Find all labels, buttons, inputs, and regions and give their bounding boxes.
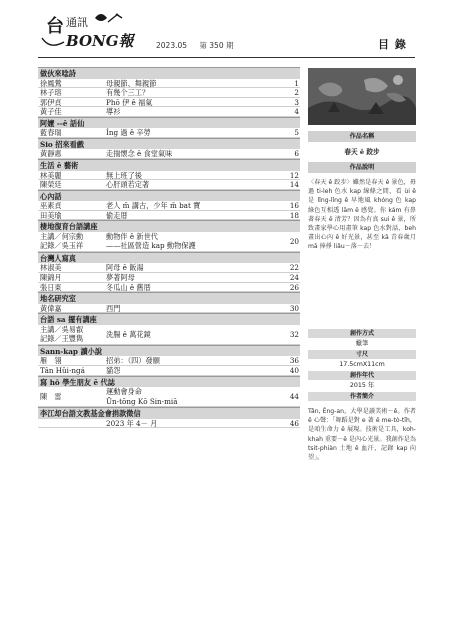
- toc-entry[interactable]: [38, 128, 300, 138]
- toc-author-line: 主講／何宗勳: [40, 231, 84, 241]
- toc-title-line: 運動會身命: [106, 386, 142, 396]
- toc-page-number: 4: [294, 107, 299, 117]
- toc-section-heading: Sio 招來看戲: [38, 138, 300, 150]
- toc-section-heading: Sann-kap 讀小說: [38, 345, 300, 357]
- toc-title-line: ——社區營造 kap 動物保護: [106, 241, 196, 251]
- toc-author: 陳榮廷: [40, 180, 62, 190]
- toc-section-heading: 棲地復育台語講座: [38, 220, 300, 232]
- toc-page-number: 6: [294, 149, 299, 159]
- toc-page-number: 44: [289, 391, 299, 401]
- toc-author: 林淑美: [40, 263, 62, 273]
- toc-section-heading: 地名研究室: [38, 292, 300, 304]
- year-heading: 創作年代: [308, 371, 416, 380]
- toc-entry[interactable]: [38, 180, 300, 190]
- artwork-name: 春天 ê 跤步: [344, 148, 380, 156]
- toc-page-number: 20: [289, 236, 299, 246]
- toc-author: 黃偉嘉: [40, 303, 62, 313]
- toc-page-number: 46: [289, 418, 299, 428]
- svg-text:通訊: 通訊: [66, 16, 88, 29]
- toc-title: [106, 330, 278, 340]
- toc-title: Íng 過 ê 辛勞: [106, 128, 151, 138]
- issue-info: [156, 40, 244, 51]
- toc-entry[interactable]: [38, 263, 300, 273]
- toc-title: 阿母 ê 飯湯: [106, 263, 144, 273]
- toc-title: 冬瓜山 ê 舊厝: [106, 282, 151, 292]
- toc-entry[interactable]: [38, 325, 300, 345]
- toc-page-number: 2: [294, 88, 299, 98]
- toc-author: [38, 392, 106, 402]
- logo-mark-icon: [38, 8, 142, 54]
- toc-title-line: 動物伴 ê 新世代: [106, 231, 158, 241]
- artwork-name-heading: 作品名稱: [308, 131, 416, 142]
- toc-section-heading: 台語 sa 擺有講座: [38, 313, 300, 325]
- toc-section-heading: 心內話: [38, 190, 300, 202]
- toc-title: [106, 232, 278, 251]
- toc-author: 徐鳳鶯: [40, 78, 62, 88]
- table-of-contents: [38, 67, 300, 428]
- toc-author: 陳錦月: [40, 273, 62, 283]
- toc-entry[interactable]: [38, 149, 300, 159]
- toc-entry[interactable]: [38, 356, 300, 366]
- toc-entry[interactable]: [38, 366, 300, 376]
- toc-author: 黃子佳: [40, 107, 62, 117]
- header-divider: [38, 57, 415, 58]
- toc-title: 夢著阿母: [106, 273, 135, 283]
- toc-author: 林子瑢: [40, 88, 62, 98]
- toc-author: 郭伊貞: [40, 97, 62, 107]
- toc-author: 雁 翎: [40, 356, 62, 366]
- toc-page-number: 12: [289, 170, 299, 180]
- toc-page-number: 26: [289, 282, 299, 292]
- artwork-painting-icon: [308, 68, 416, 125]
- toc-entry[interactable]: [38, 171, 300, 181]
- toc-page-number: 22: [289, 263, 299, 273]
- toc-entry[interactable]: [38, 107, 300, 117]
- toc-title: 有幾个三工？: [106, 88, 150, 98]
- toc-title: 老人 m̄ 講古，少年 m̄ bat 寶: [106, 201, 201, 211]
- toc-author: 黃靜惠: [40, 149, 62, 159]
- toc-section-heading: 阿嬤 --ê 話仙: [38, 117, 300, 129]
- artwork-image: [308, 68, 416, 125]
- toc-entry[interactable]: [38, 283, 300, 293]
- toc-title: 2023 年 4－ 月: [106, 418, 158, 428]
- toc-page-number: 30: [289, 303, 299, 313]
- toc-title: 走揣懷念 ê 食堂氣味: [106, 149, 173, 159]
- toc-entry[interactable]: [38, 232, 300, 252]
- toc-page-number: 40: [289, 365, 299, 375]
- toc-entry[interactable]: [38, 211, 300, 221]
- toc-author-line: 陳 雷: [40, 391, 62, 401]
- toc-entry[interactable]: [38, 387, 300, 407]
- issue-number: 第 350 期: [199, 41, 234, 50]
- toc-author-line: 記錄／王豐雋: [40, 334, 84, 344]
- toc-author: Tân Hûi-ngá: [40, 365, 85, 375]
- toc-page-number: 24: [289, 273, 299, 283]
- toc-author: [38, 325, 106, 344]
- toc-page-number: 16: [289, 201, 299, 211]
- toc-page-number: 1: [294, 78, 299, 88]
- method-value: 蠟筆: [355, 340, 369, 347]
- artwork-description: 〈春天 ê 跤步〉雖然是春天 ê 景色，毋過 ti-leh 色水 kap 線條之間，看 ùi ê 是 lîng-lîng ê 早地風 khóng 色 kap 綠色互相透 lām ê 感覺。你 kám 有鼻著春天 ê 清芳？因為有真 sui ê 景，所致畫家學心用畫筆 kap 色水對話，beh 畫出心內 ê 好光景，甚至 kā 青春歲月 mā 捧掙 liâu－落－去！: [308, 179, 416, 251]
- toc-title: 招弟：（四）發願: [106, 356, 160, 366]
- toc-entry[interactable]: [38, 304, 300, 314]
- toc-author: 張日東: [40, 282, 62, 292]
- toc-page-number: 18: [289, 210, 299, 220]
- toc-section-heading: 台灣人寫真: [38, 252, 300, 264]
- toc-section-heading: 寫 hō 學生朋友 ê 代誌: [38, 376, 300, 388]
- toc-author-line: 記錄／吳玉祥: [40, 241, 84, 251]
- toc-page-number: 3: [294, 97, 299, 107]
- toc-title-line: 洗腸 ê 萬花鏡: [106, 329, 151, 339]
- method-heading: 創作方式: [308, 329, 416, 338]
- author-bio: Tân, Êng-an，大學是讀美術－ê。作者 ê 心聲：「舞蹈是對 e 著 ê me-tò-tīh，是咱生命力 ê 展現。技術是工具，koh-khah 重要－ê 是內心光景。我創作是為 tsit-phiàn 土地 ê 血汗，記錄 kap 向望」。: [308, 408, 416, 462]
- toc-entry[interactable]: [38, 98, 300, 108]
- toc-page-number: 32: [289, 329, 299, 339]
- toc-title-line: Ūn-tōng Kō Sin-miā: [106, 396, 178, 406]
- toc-author: 田美瑜: [40, 210, 62, 220]
- toc-title: 偷走厝: [106, 210, 128, 220]
- svg-text:BONG報: BONG報: [66, 32, 134, 50]
- toc-title: 導衫: [106, 107, 121, 117]
- toc-title: [106, 387, 278, 406]
- toc-title: 貓怨: [106, 365, 121, 375]
- toc-page-number: 5: [294, 128, 299, 138]
- toc-author: [38, 419, 106, 428]
- toc-entry[interactable]: [38, 273, 300, 283]
- toc-author-line: 主講／吳易叡: [40, 324, 84, 334]
- bio-heading: 作者簡介: [308, 392, 416, 401]
- toc-title: Phō 伊 ê 福氣: [106, 97, 153, 107]
- size-heading: 寸尺: [308, 350, 416, 359]
- toc-entry[interactable]: [38, 201, 300, 211]
- toc-author: 藍春瑞: [40, 128, 62, 138]
- toc-title: 無上班了後: [106, 170, 142, 180]
- magazine-logo: [38, 8, 142, 54]
- page-title: 目 錄: [378, 38, 407, 51]
- toc-section-heading: 李江却台語文教基金會捐款徵信: [38, 407, 300, 419]
- toc-title: 西門: [106, 303, 121, 313]
- toc-section-heading: 做伙來唸詩: [38, 67, 300, 79]
- toc-title: 心肝頭若定著: [106, 180, 150, 190]
- toc-entry[interactable]: [38, 88, 300, 98]
- artwork-description-heading: 作品說明: [308, 162, 416, 173]
- year-value: 2015 年: [349, 382, 375, 389]
- toc-author: 巫素貞: [40, 201, 62, 211]
- toc-section-heading: 生活 ê 藝術: [38, 159, 300, 171]
- toc-entry[interactable]: [38, 79, 300, 89]
- toc-author: 林美麗: [40, 170, 62, 180]
- toc-page-number: 36: [289, 356, 299, 366]
- toc-author: [38, 232, 106, 251]
- size-value: 17.5cmX11cm: [339, 361, 385, 368]
- toc-entry[interactable]: [38, 419, 300, 429]
- toc-title: 母親節、舞親節: [106, 78, 157, 88]
- toc-page-number: 14: [289, 180, 299, 190]
- issue-date: 2023.05: [156, 41, 188, 50]
- svg-text:台: 台: [46, 16, 64, 37]
